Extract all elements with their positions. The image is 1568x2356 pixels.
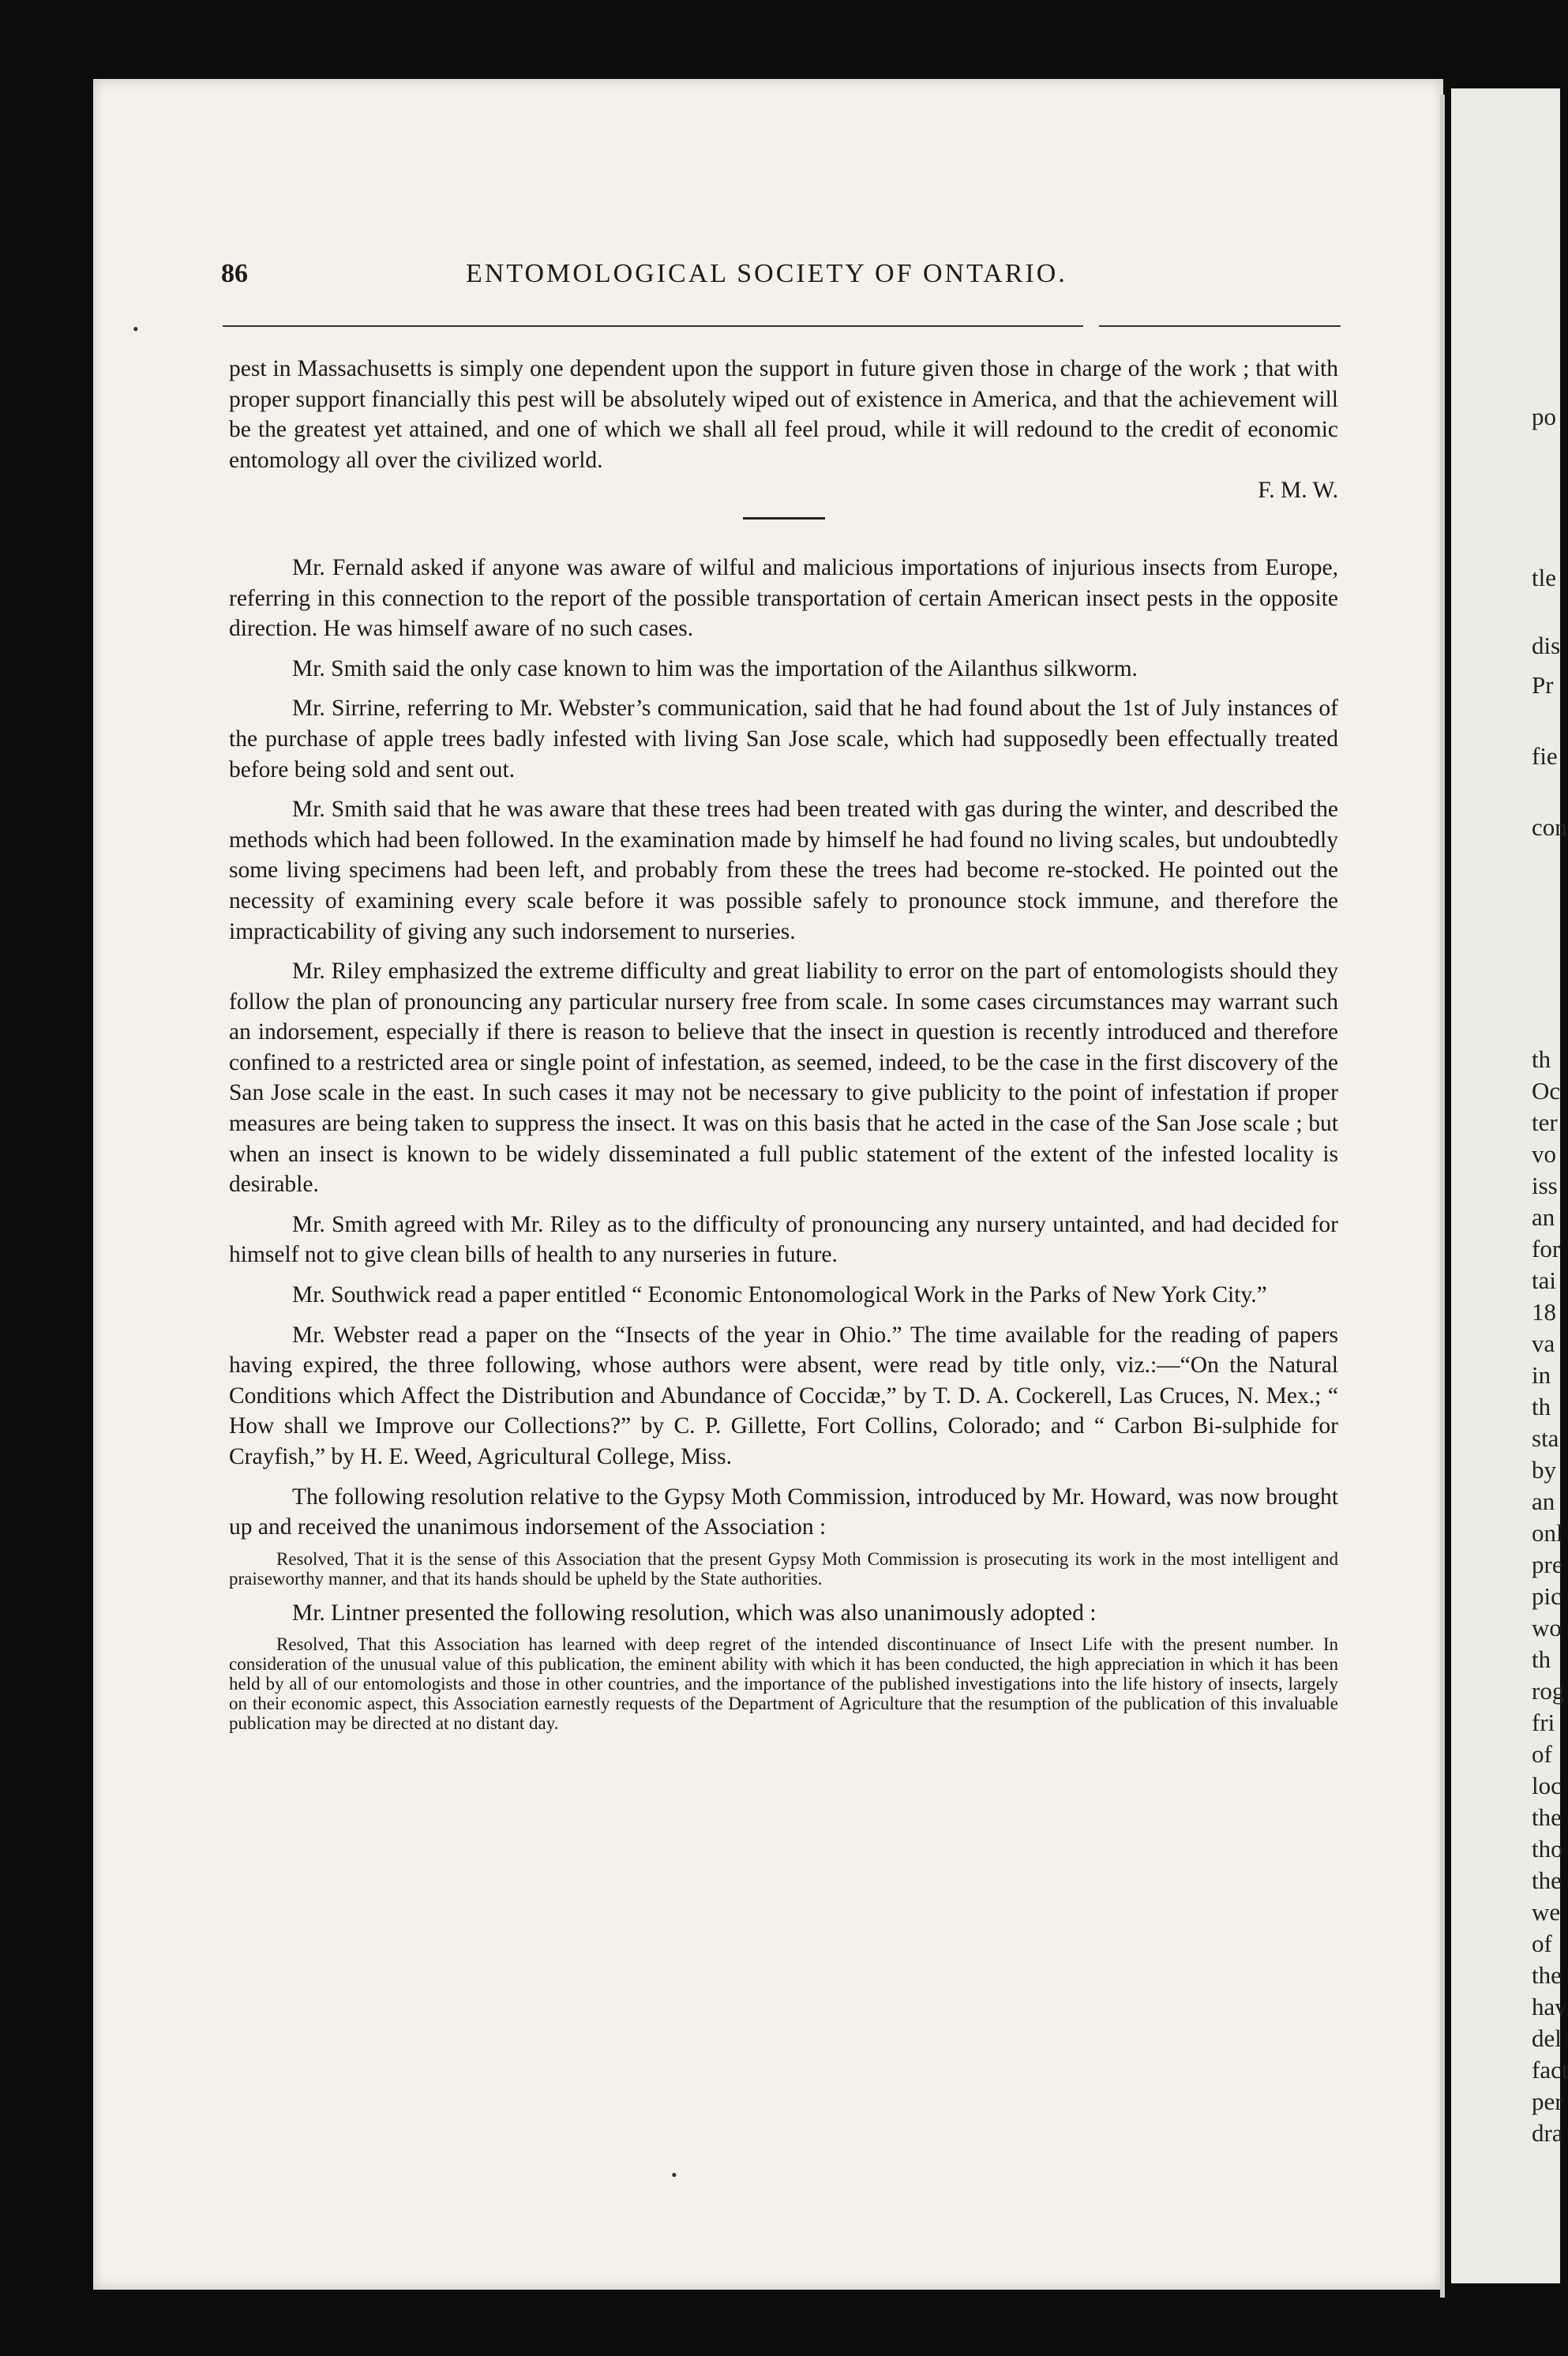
adjacent-page-fragment: for: [1532, 1235, 1561, 1262]
adjacent-page-fragment: th: [1532, 1645, 1551, 1673]
bottom-mark: •: [671, 2165, 677, 2185]
paragraph: The following resolution relative to the Gypsy Moth Commission, introduced by Mr. Howard, was now brought up and received the unanimous indorsement of the Association :: [229, 1484, 1338, 1540]
adjacent-page-fragment: fact: [1532, 2056, 1568, 2084]
adjacent-page-fragment: the: [1532, 1803, 1562, 1831]
adjacent-page-fragment: an: [1532, 1203, 1555, 1231]
section-divider: [743, 517, 825, 520]
paragraph: Mr. Smith said the only case known to him was the importation of the Ailanthus silkworm.: [292, 655, 1138, 681]
paragraph: Mr. Smith agreed with Mr. Riley as to the difficulty of pronouncing any nursery untainted, and had decided for himself not to give clean bills of health to any nurseries in future.: [229, 1211, 1338, 1268]
adjacent-page-fragment: ter: [1532, 1109, 1558, 1136]
adjacent-page-fragment: of: [1532, 1930, 1552, 1957]
adjacent-page-fragment: fie: [1532, 742, 1558, 770]
adjacent-page-fragment: del: [1532, 2024, 1562, 2052]
resolution-text: Resolved, That it is the sense of this Association that the present Gypsy Moth Commission is prosecuting its work in the most intelligent and praiseworthy manner, and that its hands should be upheld by the State authorities.: [229, 1548, 1338, 1589]
adjacent-page-fragment: tle: [1532, 564, 1556, 591]
header-rule-left: [223, 325, 1083, 327]
adjacent-page-fragment: dra: [1532, 2119, 1563, 2147]
paragraph: Mr. Lintner presented the following resolution, which was also unanimously adopted :: [292, 1600, 1097, 1626]
adjacent-page-fragment: of: [1532, 1740, 1552, 1768]
adjacent-page-fragment: po: [1532, 403, 1556, 430]
adjacent-page-fragment: onl: [1532, 1519, 1563, 1547]
adjacent-page-fragment: wo: [1532, 1614, 1562, 1641]
adjacent-page-fragment: Oc: [1532, 1077, 1561, 1105]
adjacent-page-fragment: th: [1532, 1045, 1551, 1073]
adjacent-page-fragment: rog: [1532, 1677, 1565, 1705]
margin-mark: •: [133, 319, 139, 339]
adjacent-page-fragment: loc: [1532, 1772, 1562, 1799]
paragraph: Mr. Fernald asked if anyone was aware of wilful and malicious importations of injurious insects from Europe, referring in this connection to the report of the possible transportation of certain American insect pests in the opposite direction. He was himself aware of no such cases.: [229, 554, 1338, 642]
adjacent-page-fragment: vo: [1532, 1140, 1556, 1168]
adjacent-page-fragment: per: [1532, 2088, 1563, 2115]
running-title: ENTOMOLOGICAL SOCIETY OF ONTARIO.: [466, 259, 1067, 288]
adjacent-page-fragment: fri: [1532, 1709, 1555, 1736]
adjacent-page-fragment: va: [1532, 1330, 1555, 1357]
adjacent-page-fragment: tai: [1532, 1266, 1556, 1294]
main-text: [229, 354, 1338, 1733]
adjacent-page-fragment: Pr: [1532, 671, 1554, 699]
header-rule-right: [1099, 325, 1341, 327]
adjacent-page-fragment: dis: [1532, 632, 1561, 659]
adjacent-page-fragment: pre: [1532, 1551, 1563, 1578]
adjacent-page-fragment: an: [1532, 1488, 1555, 1515]
paragraph: Mr. Sirrine, referring to Mr. Webster’s communication, said that he had found about the 1st of July instances of the purchase of apple trees badly infested with living San Jose scale, which had supposedly been effectually treated before being sold and sent out.: [229, 696, 1338, 782]
page-number: 86: [221, 259, 248, 288]
paragraph: Mr. Webster read a paper on the “Insects of the year in Ohio.” The time available for the reading of papers having expired, the three following, whose authors were absent, were read by title only, viz.:—“On the Natural Conditions which Affect the Distribution and Abundance of Coccidæ,” by T. D. A. Cockerell, Las Cruces, N. Mex.; “ How shall we Improve our Collections?” by C. P. Gillette, Fort Collins, Colorado; and “ Carbon Bi-sulphide for Crayfish,” by H. E. Weed, Agricultural College, Miss.: [229, 1322, 1338, 1469]
adjacent-page-fragment: hav: [1532, 1993, 1567, 2020]
adjacent-page-fragment: we: [1532, 1898, 1561, 1926]
adjacent-page-fragment: tho: [1532, 1835, 1563, 1863]
adjacent-page-fragment: by: [1532, 1456, 1556, 1484]
paragraph: Mr. Riley emphasized the extreme difficulty and great liability to error on the part of entomologists should they follow the plan of pronouncing any particular nursery free from scale. In some cases circumstances may warrant such an indorsement, especially if there is reason to believe that the insect in question is recently introduced and therefore confined to a restricted area or single point of infestation, as seemed, indeed, to be the case in the first discovery of the San Jose scale in the east. In such cases it may not be necessary to give publicity to the point of infestation if proper measures are being taken to suppress the insect. It was on this basis that he acted in the case of the San Jose scale ; but when an insect is known to be widely disseminated a full public statement of the extent of the infested locality is desirable.: [229, 959, 1338, 1198]
resolution-text: Resolved, That this Association has learned with deep regret of the intended discontinuance of Insect Life with the present number. In consideration of the unusual value of this publication, the eminent ability with which it has been conducted, the high appreciation in which it has been held by all of our entomologists and those in other countries, and the importance of the published investigations into the life history of insects, largely on their economic aspect, this Association earnestly requests of the Department of Agriculture that the resumption of the publication of this invaluable publication may be directed at no distant day.: [229, 1634, 1338, 1734]
adjacent-page-fragment: pic: [1532, 1582, 1562, 1610]
page-header: [221, 259, 1342, 294]
adjacent-page-fragment: sta: [1532, 1424, 1559, 1452]
book-gutter: [1440, 95, 1445, 2298]
adjacent-page-fragment: the: [1532, 1961, 1562, 1989]
adjacent-page-fragment: iss: [1532, 1172, 1558, 1199]
adjacent-page-fragment: in: [1532, 1361, 1551, 1389]
signature: F. M. W.: [1258, 478, 1338, 504]
paragraph: pest in Massachusetts is simply one dependent upon the support in future given those in charge of the work ; that with proper support financially this pest will be absolutely wiped out of existence in America, and that the achievement will be the greatest yet attained, and one of which we shall all feel proud, while it will redound to the credit of economic entomology all over the civilized world.: [229, 356, 1338, 473]
adjacent-page-fragment: 18: [1532, 1298, 1556, 1326]
adjacent-page-fragment: the: [1532, 1866, 1562, 1894]
adjacent-page-fragment: con: [1532, 813, 1567, 841]
adjacent-page-fragment: th: [1532, 1393, 1551, 1420]
paragraph: Mr. Smith said that he was aware that these trees had been treated with gas during the winter, and described the methods which had been followed. In the examination made by himself he had found no living scales, but undoubtedly some living specimens had been left, and probably from these the trees had become re-stocked. He pointed out the necessity of examining every scale before it was possible safely to pronounce stock immune, and therefore the impracticability of giving any such indorsement to nurseries.: [229, 797, 1338, 944]
paragraph: Mr. Southwick read a paper entitled “ Economic Entonomological Work in the Parks of New York City.”: [292, 1282, 1267, 1308]
